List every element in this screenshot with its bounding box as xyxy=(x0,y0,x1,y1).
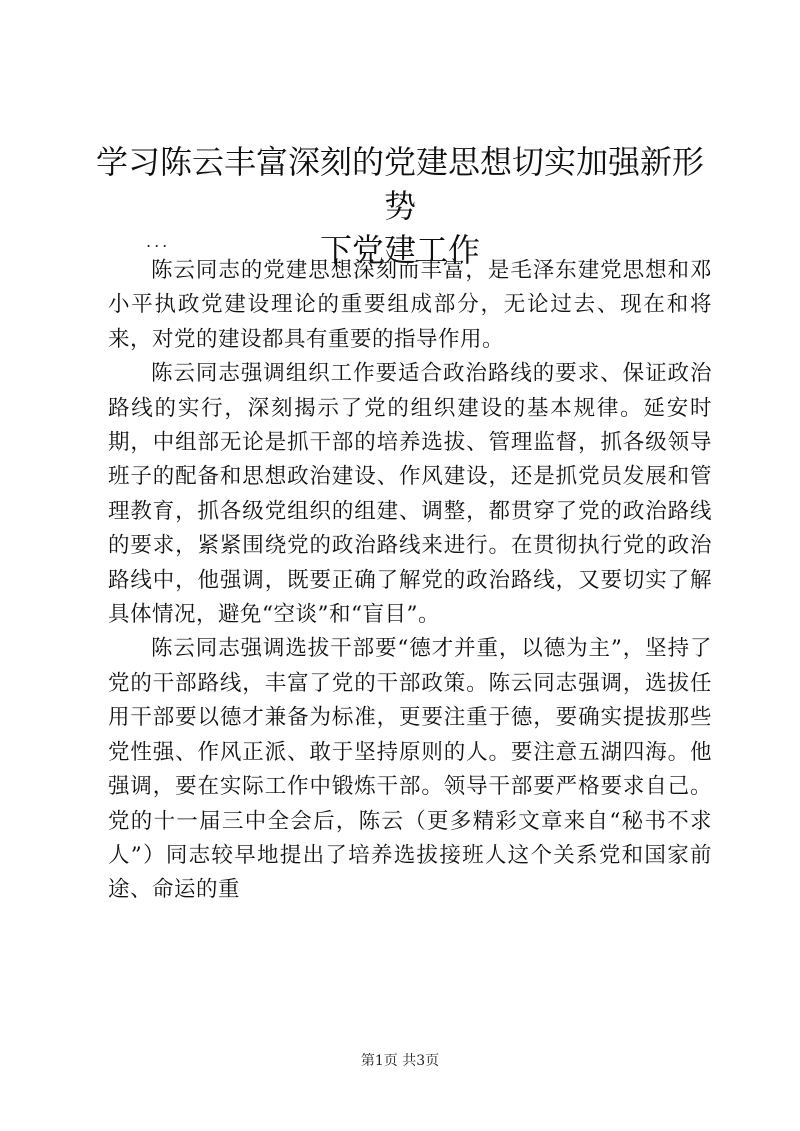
page-footer: 第1页 共3页 xyxy=(360,1053,440,1069)
document-title xyxy=(90,140,710,272)
title-line-2: 下党建工作 xyxy=(319,231,480,269)
paragraph-2: 陈云同志强调组织工作要适合政治路线的要求、保证政治路线的实行，深刻揭示了党的组织建设的基本规律。延安时期，中组部无论是抓干部的培养选拔、管理监督，抓各级领导班子的配备和思想政治建设、作风建设，还是抓党员发展和管理教育，抓各级党组织的组建、调整，都贯穿了党的政治路线的要求，紧紧围绕党的政治路线来进行。在贯彻执行党的政治路线中，他强调，既要正确了解党的政治路线，又要切实了解具体情况，避免“空谈”和“盲目”。 xyxy=(108,361,712,628)
paragraph-1: 陈云同志的党建思想深刻而丰富，是毛泽东建党思想和邓小平执政党建设理论的重要组成部分，无论过去、现在和将来，对党的建设都具有重要的指导作用。 xyxy=(108,258,712,352)
document-body xyxy=(108,254,712,908)
ellipsis-mark: ... xyxy=(146,232,171,251)
title-line-1: 学习陈云丰富深刻的党建思想切实加强新形势 xyxy=(95,143,704,225)
paragraph-3: 陈云同志强调选拔干部要“德才并重，以德为主”，坚持了党的干部路线，丰富了党的干部政策。陈云同志强调，选拔任用干部要以德才兼备为标准，更要注重于德，要确实提拔那些党性强、作风正派、敢于坚持原则的人。要注意五湖四海。他强调，要在实际工作中锻炼干部。领导干部要严格要求自己。党的十一届三中全会后，陈云（更多精彩文章来自“秘书不求人”）同志较早地提出了培养选拔接班人这个关系党和国家前途、命运的重 xyxy=(108,636,712,903)
